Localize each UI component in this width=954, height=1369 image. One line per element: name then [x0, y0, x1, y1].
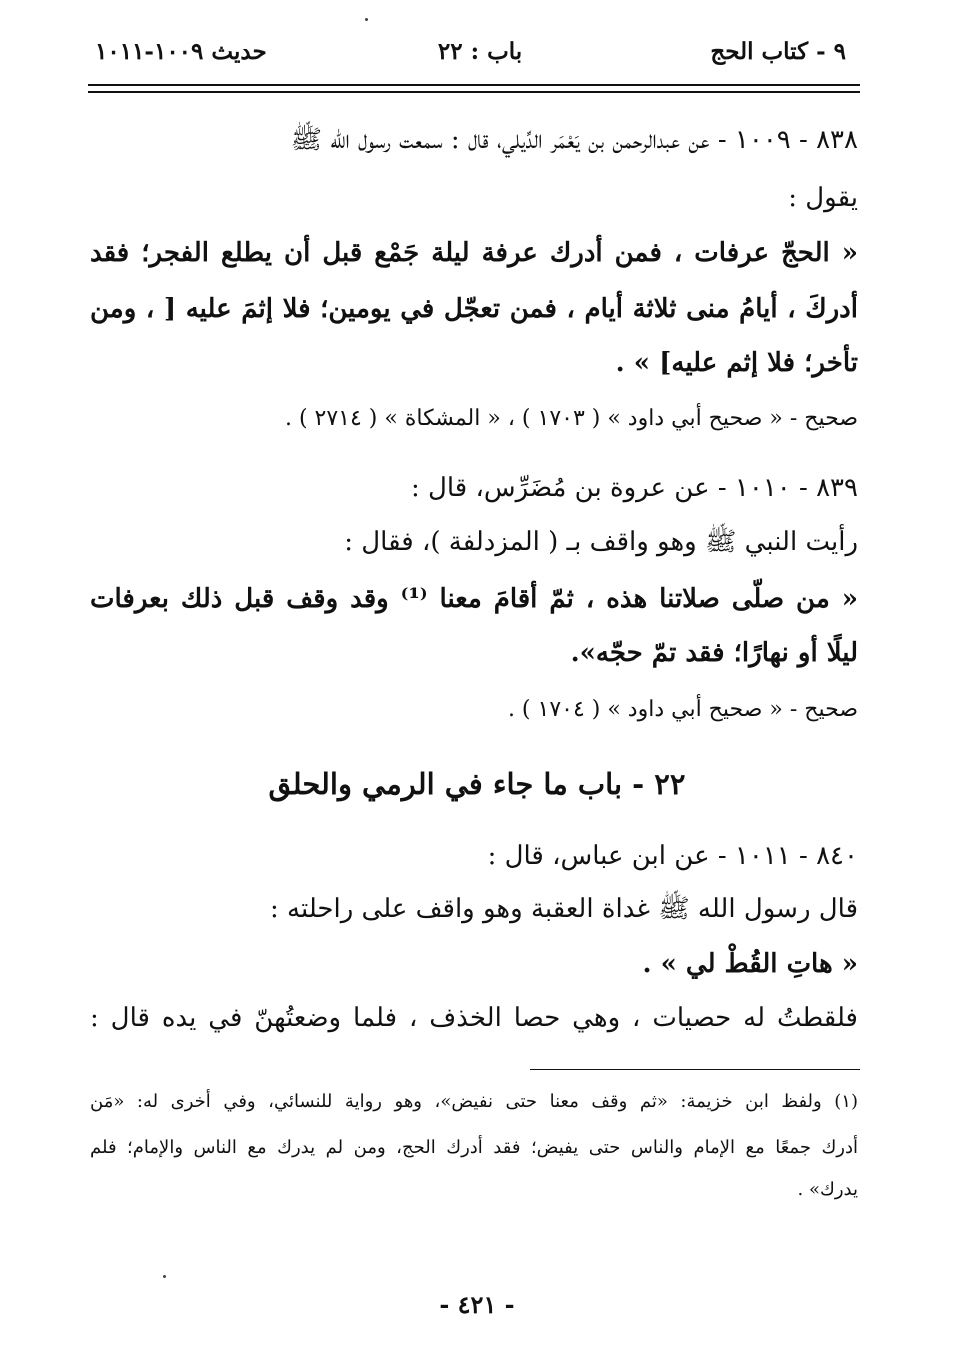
hadith-840-narration: قال رسول الله ﷺ غداة العقبة وهو واقف على راحلته :: [270, 894, 858, 924]
hadith-838-text-1: « الحجّ عرفات ، فمن أدرك عرفة ليلة جَمْع قبل أن يطلع الفجر؛ فقد: [90, 238, 858, 268]
hadith-839-grade: صحيح - « صحيح أبي داود » ( ١٧٠٤ ) .: [507, 697, 858, 722]
hadith-840-intro: ٨٤٠ - ١٠١١ - عن ابن عباس، قال :: [487, 841, 858, 871]
header-rule-top: [88, 84, 860, 86]
page-number: - ٤٢١ -: [439, 1290, 515, 1319]
hadith-838-text-2: أدركَ ، أيامُ منى ثلاثة أيام ، فمن تعجّل في يومين؛ فلا إثمَ عليه [ ، ومن: [90, 294, 858, 324]
hadith-838-text-3: تأخر؛ فلا إثم عليه] » .: [615, 348, 858, 378]
hadith-839-text-1: « من صلّى صلاتنا هذه ، ثمّ أقامَ معنا ⁽¹⁾ وقد وقف قبل ذلك بعرفات: [90, 584, 858, 614]
hadith-839-narration: رأيت النبي ﷺ وهو واقف بـ ( المزدلفة )، فقال :: [344, 527, 858, 557]
footnote-line-1: (١) ولفظ ابن خزيمة: «ثم وقف معنا حتى نفيض»، وهو رواية للنسائي، وفي أخرى له: «مَن: [90, 1091, 858, 1112]
footnote-line-2: أدرك جمعًا مع الإمام والناس حتى يفيض؛ فقد أدرك الحج، ومن لم يدرك مع الناس والإمام؛ فلم: [90, 1137, 858, 1158]
hadith-839-text-2: ليلًا أو نهارًا؛ فقد تمّ حجّه».: [570, 638, 858, 668]
footnote-line-3: يدرك» .: [797, 1179, 858, 1200]
header-chapter: باب : ٢٢: [437, 38, 523, 65]
hadith-839-intro: ٨٣٩ - ١٠١٠ - عن عروة بن مُضَرِّس، قال :: [410, 473, 858, 503]
header-hadith-range: حديث ١٠٠٩-١٠١١: [95, 38, 267, 65]
hadith-840-text: « هاتِ القُطْ لي » .: [642, 949, 858, 979]
hadith-838-intro-cont: يقول :: [788, 183, 858, 213]
footnote-rule: [530, 1069, 860, 1070]
scan-speck: [365, 18, 368, 21]
hadith-840-continuation: فلقطتُ له حصيات ، وهي حصا الخذف ، فلما وضعتُهنّ في يده قال :: [90, 1003, 858, 1033]
header-rule-bottom: [88, 91, 860, 93]
hadith-838-intro: ٨٣٨ - ١٠٠٩ - عن عبدالرحمن بن يَعْمَر الدِّيلي، قال : سمعت رسول الله ﷺ: [290, 125, 858, 155]
scan-speck: [163, 1275, 166, 1278]
chapter-title: ٢٢ - باب ما جاء في الرمي والحلق: [268, 767, 686, 801]
hadith-838-grade: صحيح - « صحيح أبي داود » ( ١٧٠٣ ) ، « المشكاة » ( ٢٧١٤ ) .: [284, 406, 858, 431]
header-book-title: ٩ - كتاب الحج: [710, 38, 846, 65]
